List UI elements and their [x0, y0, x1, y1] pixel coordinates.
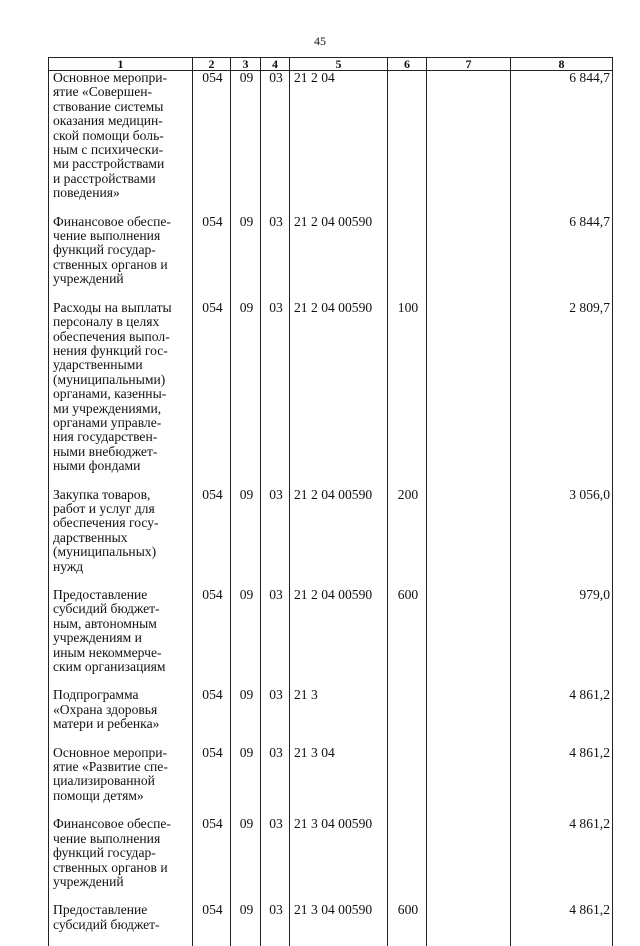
cell-col-6: 600 — [388, 588, 427, 688]
cell-col-6 — [388, 215, 427, 301]
cell-col-8: 4 861,2 — [511, 688, 613, 745]
cell-col-7 — [427, 301, 511, 488]
cell-col-3: 09 — [231, 301, 261, 488]
scan-artifact — [628, 560, 636, 566]
row-name: Предоставление субсидий бюджет- ным, автономным учреждениям и иным некоммерче- ским организациям — [49, 588, 193, 688]
row-name: Финансовое обеспе- чение выполнения функций государ- ственных органов и учреждений — [49, 215, 193, 301]
table-row — [49, 301, 613, 488]
header-col-8: 8 — [511, 58, 613, 71]
cell-col-2: 054 — [193, 817, 231, 903]
cell-col-4: 03 — [261, 71, 290, 215]
cell-col-3: 09 — [231, 71, 261, 215]
cell-col-4: 03 — [261, 588, 290, 688]
header-row — [49, 58, 613, 71]
table-row — [49, 903, 613, 946]
cell-col-5: 21 3 04 00590 — [290, 817, 388, 903]
cell-col-8: 4 861,2 — [511, 903, 613, 946]
cell-col-3: 09 — [231, 688, 261, 745]
cell-col-7 — [427, 746, 511, 818]
cell-col-2: 054 — [193, 903, 231, 946]
cell-col-3: 09 — [231, 588, 261, 688]
row-name: Основное меропри- ятие «Совершен- ствование системы оказания медицин- ской помощи боль- ным с психически- ми расстройствами и расстройствами поведения» — [49, 71, 193, 215]
cell-col-5: 21 2 04 00590 — [290, 588, 388, 688]
cell-col-5: 21 3 04 00590 — [290, 903, 388, 946]
budget-table — [48, 57, 613, 946]
cell-col-4: 03 — [261, 746, 290, 818]
cell-col-5: 21 2 04 00590 — [290, 301, 388, 488]
cell-col-2: 054 — [193, 215, 231, 301]
cell-col-8: 4 861,2 — [511, 746, 613, 818]
row-name: Подпрограмма «Охрана здоровья матери и ребенка» — [49, 688, 193, 745]
cell-col-6: 200 — [388, 488, 427, 588]
cell-col-2: 054 — [193, 688, 231, 745]
table-row — [49, 71, 613, 215]
cell-col-5: 21 2 04 — [290, 71, 388, 215]
cell-col-3: 09 — [231, 746, 261, 818]
cell-col-8: 2 809,7 — [511, 301, 613, 488]
cell-col-2: 054 — [193, 588, 231, 688]
cell-col-7 — [427, 215, 511, 301]
cell-col-3: 09 — [231, 488, 261, 588]
header-col-2: 2 — [193, 58, 231, 71]
table-row — [49, 215, 613, 301]
cell-col-3: 09 — [231, 215, 261, 301]
header-col-7: 7 — [427, 58, 511, 71]
cell-col-2: 054 — [193, 488, 231, 588]
table-row — [49, 688, 613, 745]
cell-col-4: 03 — [261, 903, 290, 946]
cell-col-2: 054 — [193, 71, 231, 215]
cell-col-6 — [388, 688, 427, 745]
header-col-1: 1 — [49, 58, 193, 71]
table-row — [49, 488, 613, 588]
cell-col-6: 600 — [388, 903, 427, 946]
header-col-5: 5 — [290, 58, 388, 71]
row-name: Предоставление субсидий бюджет- — [49, 903, 193, 946]
cell-col-8: 3 056,0 — [511, 488, 613, 588]
page-number: 45 — [314, 34, 326, 48]
cell-col-6 — [388, 71, 427, 215]
cell-col-5: 21 3 04 — [290, 746, 388, 818]
cell-col-6: 100 — [388, 301, 427, 488]
cell-col-4: 03 — [261, 688, 290, 745]
cell-col-2: 054 — [193, 746, 231, 818]
table-row — [49, 746, 613, 818]
cell-col-7 — [427, 588, 511, 688]
cell-col-8: 4 861,2 — [511, 817, 613, 903]
cell-col-5: 21 3 — [290, 688, 388, 745]
cell-col-7 — [427, 903, 511, 946]
cell-col-4: 03 — [261, 215, 290, 301]
cell-col-3: 09 — [231, 903, 261, 946]
cell-col-7 — [427, 71, 511, 215]
header-col-4: 4 — [261, 58, 290, 71]
cell-col-5: 21 2 04 00590 — [290, 215, 388, 301]
header-col-3: 3 — [231, 58, 261, 71]
cell-col-6 — [388, 817, 427, 903]
header-col-6: 6 — [388, 58, 427, 71]
cell-col-2: 054 — [193, 301, 231, 488]
row-name: Финансовое обеспе- чение выполнения функций государ- ственных органов и учреждений — [49, 817, 193, 903]
row-name: Расходы на выплаты персоналу в целях обеспечения выпол- нения функций гос- ударственными (муниципальными) органами, казенны- ми учреждениями, органами управле- ния государствен- ными внебюджет- ными фондами — [49, 301, 193, 488]
cell-col-4: 03 — [261, 488, 290, 588]
cell-col-3: 09 — [231, 817, 261, 903]
cell-col-8: 979,0 — [511, 588, 613, 688]
cell-col-7 — [427, 688, 511, 745]
table-row — [49, 817, 613, 903]
row-name: Основное меропри- ятие «Развитие спе- циализированной помощи детям» — [49, 746, 193, 818]
cell-col-7 — [427, 488, 511, 588]
cell-col-4: 03 — [261, 301, 290, 488]
cell-col-4: 03 — [261, 817, 290, 903]
cell-col-8: 6 844,7 — [511, 71, 613, 215]
cell-col-7 — [427, 817, 511, 903]
table-row — [49, 588, 613, 688]
cell-col-8: 6 844,7 — [511, 215, 613, 301]
cell-col-6 — [388, 746, 427, 818]
cell-col-5: 21 2 04 00590 — [290, 488, 388, 588]
row-name: Закупка товаров, работ и услуг для обеспечения госу- дарственных (муниципальных) нужд — [49, 488, 193, 588]
